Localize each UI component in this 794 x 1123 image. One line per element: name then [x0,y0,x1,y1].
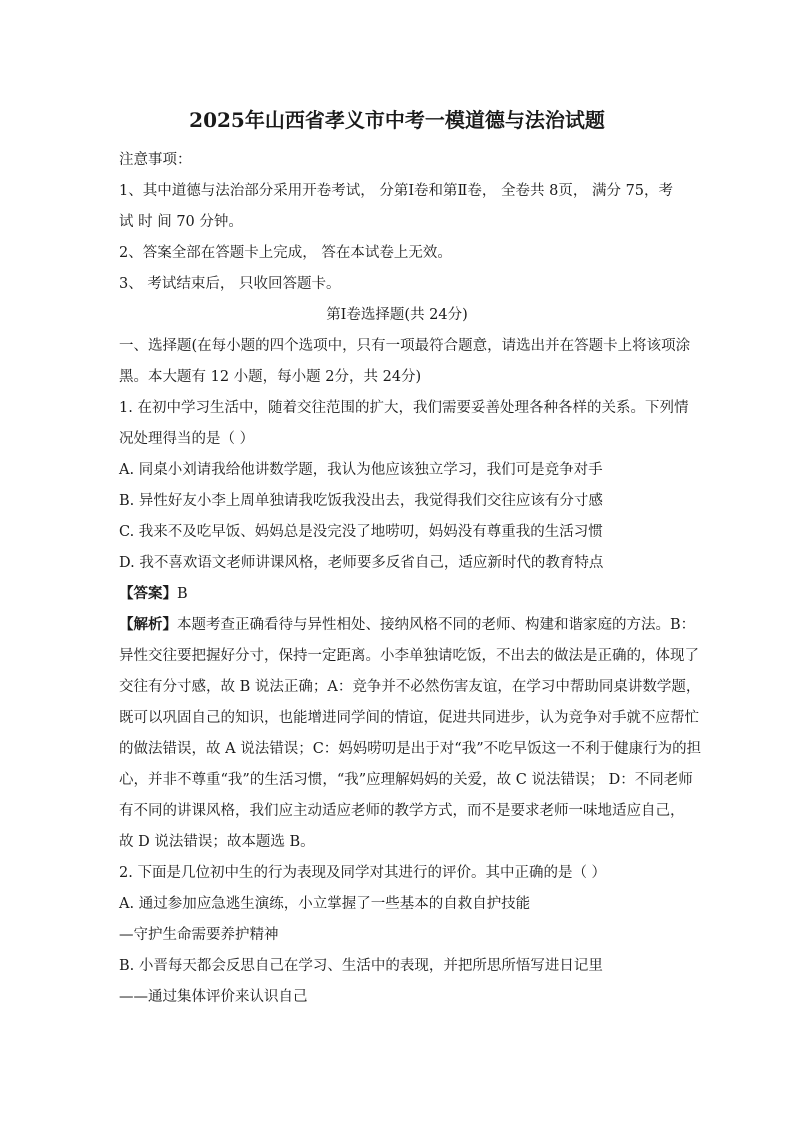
q2-option-a: A. 通过参加应急逃生演练，小立掌握了一些基本的自救自护技能 [119,896,531,912]
notice-item-3: 3、 考试结束后， 只收回答题卡。 [119,276,341,292]
q1-analysis-line-4: 既可以巩固自己的知识，也能增进同学间的情谊，促进共同进步，认为竞争对手就不应帮忙 [119,710,699,726]
q1-analysis-line-1 [119,613,695,634]
section-title: 第Ⅰ卷选择题(共 24分) [326,307,468,323]
bracket-label-text: B [177,586,188,602]
notice-item-1-line-2: 试 时 间 70 分钟。 [119,214,243,230]
bracket-label: 【解析】 [119,616,177,633]
q1-option-c: C. 我来不及吃早饭、妈妈总是没完没了地唠叨，妈妈没有尊重我的生活习惯 [119,524,603,540]
q1-answer [119,582,188,603]
q2-stem: 2. 下面是几位初中生的行为表现及同学对其进行的评价。其中正确的是（ ） [119,865,607,881]
q2-option-a-evaluation: —守护生命需要养护精神 [119,927,279,943]
notice-item-2: 2、答案全部在答题卡上完成， 答在本试卷上无效。 [119,245,452,261]
notice-item-1-line-1: 1、其中道德与法治部分采用开卷考试， 分第Ⅰ卷和第Ⅱ卷， 全卷共 8页， 满分 75，考 [119,183,674,199]
document-title: 2025年山西省孝义市中考一模道德与法治试题 [189,108,605,132]
q1-option-b: B. 异性好友小李上周单独请我吃饭我没出去，我觉得我们交往应该有分寸感 [119,493,603,509]
q1-analysis-line-6: 心，并非不尊重“我”的生活习惯，“我”应理解妈妈的关爱，故 C 说法错误； D：不同老师 [119,772,693,788]
q2-option-b: B. 小晋每天都会反思自己在学习、生活中的表现，并把所思所悟写进日记里 [119,958,603,974]
bracket-label: 【答案】 [119,585,177,602]
q1-analysis-line-5: 的做法错误，故 A 说法错误；C：妈妈唠叨是出于对“我”不吃早饭这一不利于健康行为的担 [119,741,702,757]
q2-option-b-evaluation: ——通过集体评价来认识自己 [119,989,308,1005]
q1-option-d: D. 我不喜欢语文老师讲课风格，老师要多反省自己，适应新时代的教育特点 [119,555,604,571]
bracket-label-text: 本题考查正确看待与异性相处、接纳风格不同的老师、构建和谐家庭的方法。B： [177,617,696,633]
q1-analysis-line-2: 异性交往要把握好分寸，保持一定距离。小李单独请吃饭，不出去的做法是正确的，体现了 [119,648,699,664]
section-intro-line-1: 一、选择题(在每小题的四个选项中，只有一项最符合题意，请选出并在答题卡上将该项涂 [119,338,691,354]
q1-analysis-line-8: 故 D 说法错误；故本题选 B。 [119,834,315,850]
q1-option-a: A. 同桌小刘请我给他讲数学题，我认为他应该独立学习，我们可是竞争对手 [119,462,603,478]
notice-heading: 注意事项： [119,152,192,168]
q1-analysis-line-7: 有不同的讲课风格，我们应主动适应老师的教学方式，而不是要求老师一味地适应自己， [119,803,685,819]
q1-stem-line-2: 况处理得当的是（ ） [119,431,255,447]
q1-analysis-line-3: 交往有分寸感，故 B 说法正确；A：竞争并不必然伤害友谊，在学习中帮助同桌讲数学题， [119,679,701,695]
q1-stem-line-1: 1. 在初中学习生活中，随着交往范围的扩大，我们需要妥善处理各种各样的关系。下列情 [119,400,689,416]
section-intro-line-2: 黑。本大题有 12 小题，每小题 2分，共 24分) [119,369,422,385]
